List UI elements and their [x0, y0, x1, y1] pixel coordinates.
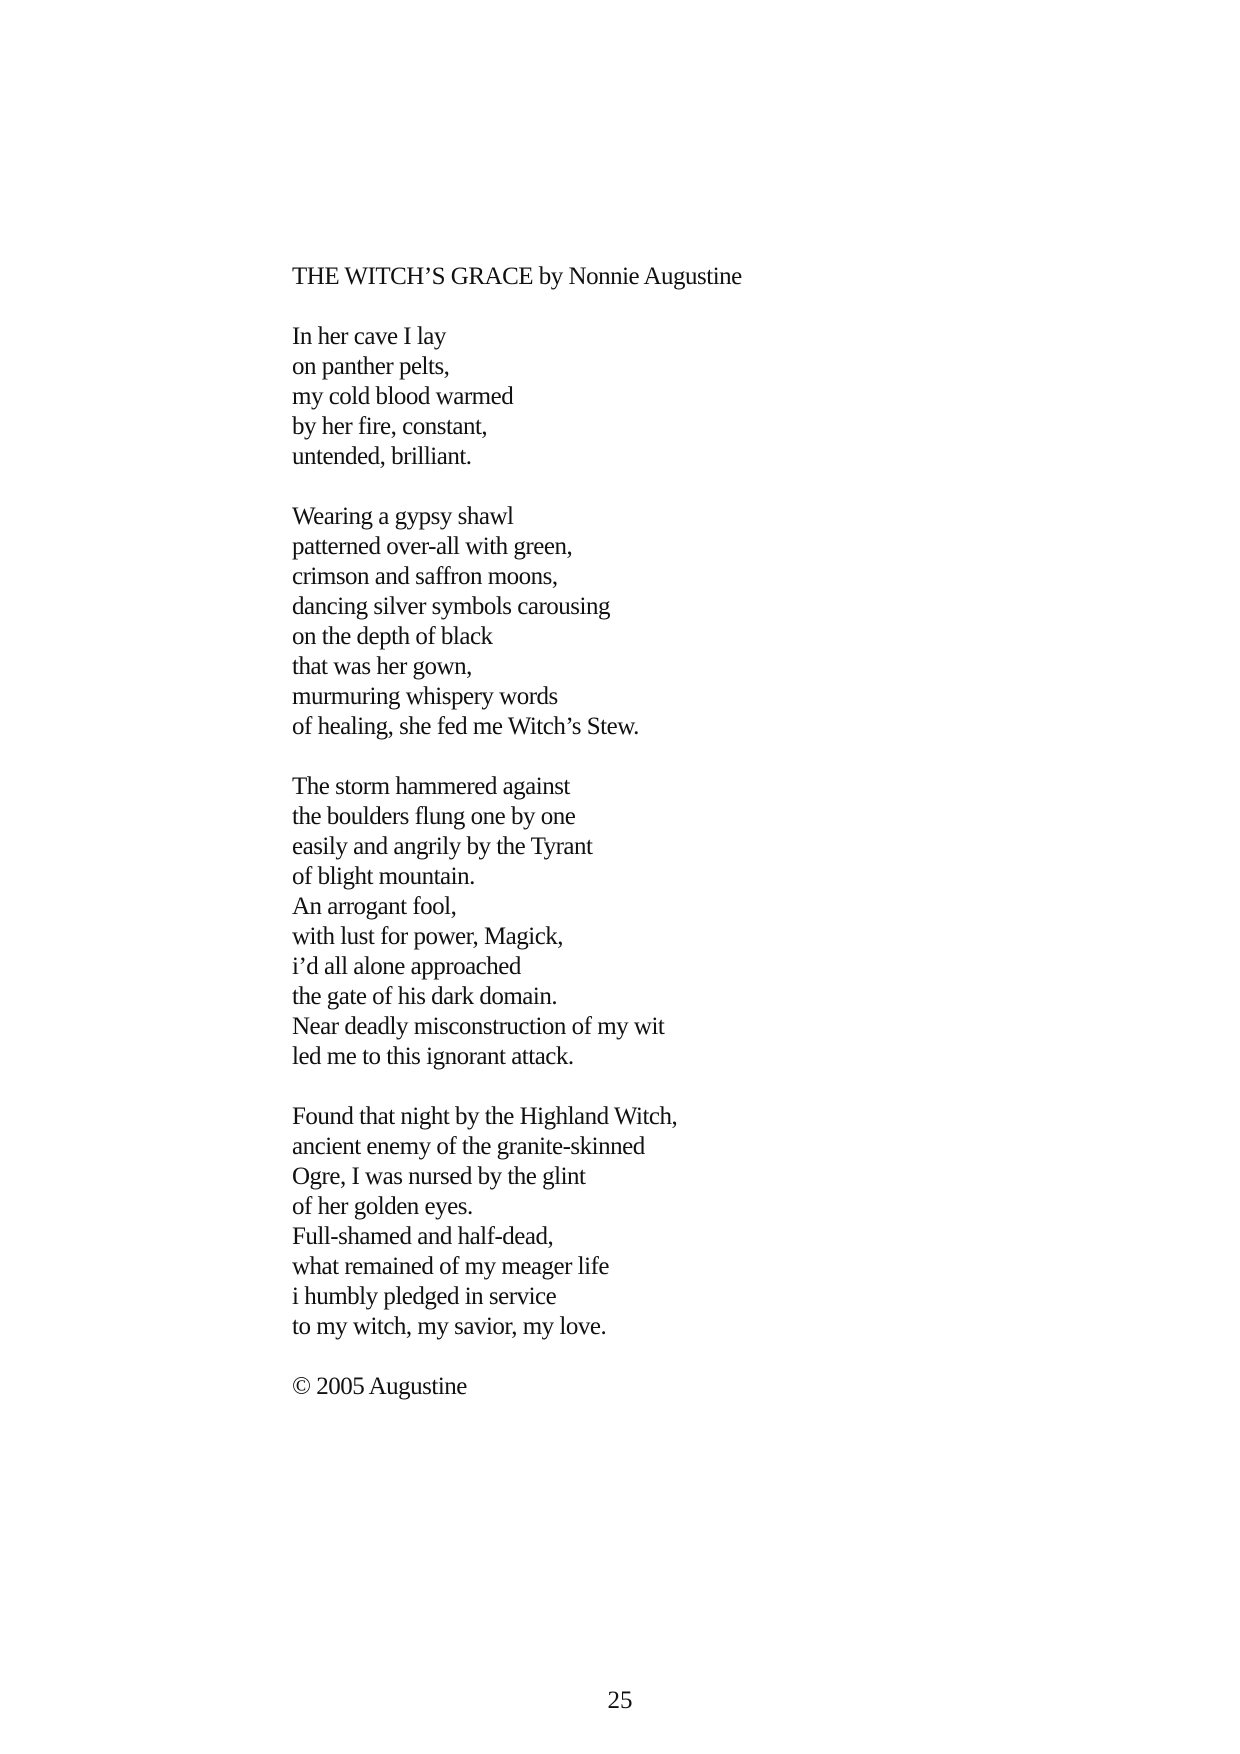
poem — [292, 262, 1052, 1402]
poem-line: Ogre, I was nursed by the glint — [292, 1163, 586, 1190]
poem-title: THE WITCH’S GRACE by Nonnie Augustine — [292, 263, 742, 290]
poem-line: of her golden eyes. — [292, 1193, 473, 1220]
poem-line: In her cave I lay — [292, 323, 446, 350]
poem-line: on panther pelts, — [292, 353, 450, 380]
stanza-1 — [292, 322, 1052, 472]
poem-line: An arrogant fool, — [292, 893, 457, 920]
poem-line: i humbly pledged in service — [292, 1283, 557, 1310]
poem-line: of blight mountain. — [292, 863, 475, 890]
poem-line: that was her gown, — [292, 653, 472, 680]
poem-line: the gate of his dark domain. — [292, 983, 558, 1010]
poem-line: crimson and saffron moons, — [292, 563, 558, 590]
poem-line: by her fire, constant, — [292, 413, 488, 440]
poem-line: the boulders flung one by one — [292, 803, 576, 830]
poem-line: ancient enemy of the granite-skinned — [292, 1133, 645, 1160]
poem-line: Near deadly misconstruction of my wit — [292, 1013, 665, 1040]
poem-line: to my witch, my savior, my love. — [292, 1313, 607, 1340]
poem-line: with lust for power, Magick, — [292, 923, 564, 950]
stanza-3 — [292, 772, 1052, 1072]
poem-line: The storm hammered against — [292, 773, 570, 800]
poem-line: dancing silver symbols carousing — [292, 593, 610, 620]
poem-line: murmuring whispery words — [292, 683, 558, 710]
poem-line: led me to this ignorant attack. — [292, 1043, 574, 1070]
page-number: 25 — [607, 1687, 633, 1714]
stanza-2 — [292, 502, 1052, 742]
poem-line: untended, brilliant. — [292, 443, 472, 470]
poem-line: on the depth of black — [292, 623, 493, 650]
poem-line: of healing, she fed me Witch’s Stew. — [292, 713, 639, 740]
poem-line: Found that night by the Highland Witch, — [292, 1103, 678, 1130]
poem-line: my cold blood warmed — [292, 383, 514, 410]
stanza-4 — [292, 1102, 1052, 1342]
poem-line: easily and angrily by the Tyrant — [292, 833, 593, 860]
poem-line: Wearing a gypsy shawl — [292, 503, 514, 530]
poem-line: Full-shamed and half-dead, — [292, 1223, 554, 1250]
poem-line: what remained of my meager life — [292, 1253, 609, 1280]
poem-line: patterned over-all with green, — [292, 533, 573, 560]
poem-line: i’d all alone approached — [292, 953, 521, 980]
copyright-notice: © 2005 Augustine — [292, 1373, 467, 1400]
